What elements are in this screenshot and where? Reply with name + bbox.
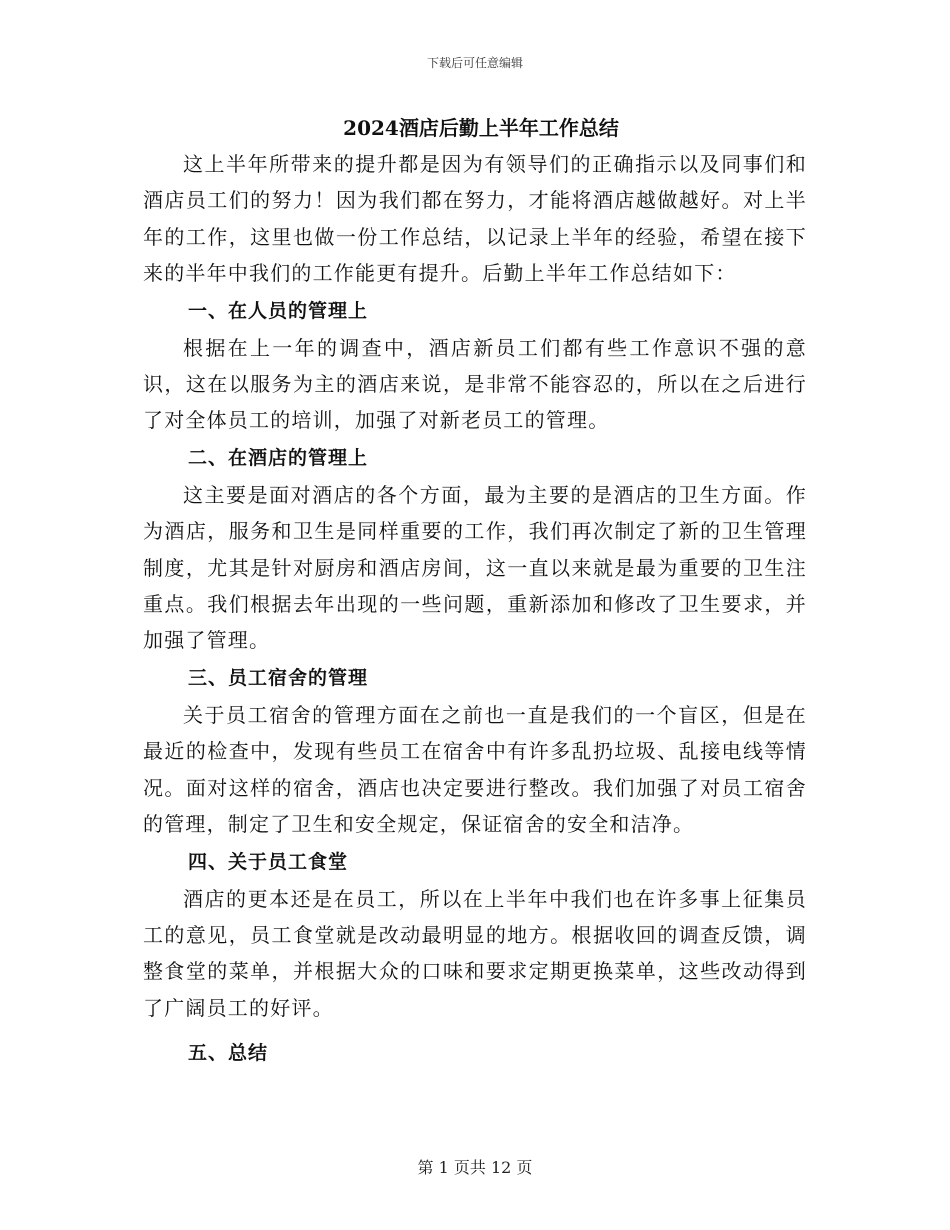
intro-paragraph: 这上半年所带来的提升都是因为有领导们的正确指示以及同事们和酒店员工们的努力！因为我们都在努力，才能将酒店越做越好。对上半年的工作，这里也做一份工作总结，以记录上半年的经验，希望在接下来的半年中我们的工作能更有提升。后勤上半年工作总结如下： [143, 152, 807, 286]
section-body-personnel: 根据在上一年的调查中，酒店新员工们都有些工作意识不强的意识，这在以服务为主的酒店来说，是非常不能容忍的，所以在之后进行了对全体员工的培训，加强了对新老员工的管理。 [143, 335, 807, 433]
document-body [143, 112, 807, 1072]
section-heading-hotel-management: 二、在酒店的管理上 [188, 446, 369, 469]
section-body-dormitory: 关于员工宿舍的管理方面在之前也一直是我们的一个盲区，但是在最近的检查中，发现有些员工在宿舍中有许多乱扔垃圾、乱接电线等情况。面对这样的宿舍，酒店也决定要进行整改。我们加强了对员工宿舍的管理，制定了卫生和安全规定，保证宿舍的安全和洁净。 [143, 702, 807, 837]
section-body-hotel-management: 这主要是面对酒店的各个方面，最为主要的是酒店的卫生方面。作为酒店，服务和卫生是同样重要的工作，我们再次制定了新的卫生管理制度，尤其是针对厨房和酒店房间，这一直以来就是最为重要的卫生注重点。我们根据去年出现的一些问题，重新添加和修改了卫生要求，并加强了管理。 [143, 482, 807, 653]
section-heading-dormitory: 三、员工宿舍的管理 [188, 666, 369, 689]
section-body-canteen: 酒店的更本还是在员工，所以在上半年中我们也在许多事上征集员工的意见，员工食堂就是改动最明显的地方。根据收回的调查反馈，调整食堂的菜单，并根据大众的口味和要求定期更换菜单，这些改动得到了广阔员工的好评。 [143, 886, 807, 1020]
section-heading-summary: 五、总结 [188, 1042, 269, 1065]
page-number: 第 1 页共 12 页 [417, 1158, 533, 1177]
section-heading-personnel: 一、在人员的管理上 [188, 299, 369, 322]
section-heading-canteen: 四、关于员工食堂 [188, 850, 349, 873]
document-title: 2024酒店后勤上半年工作总结 [343, 116, 619, 140]
header-note: 下载后可任意编辑 [426, 56, 523, 70]
